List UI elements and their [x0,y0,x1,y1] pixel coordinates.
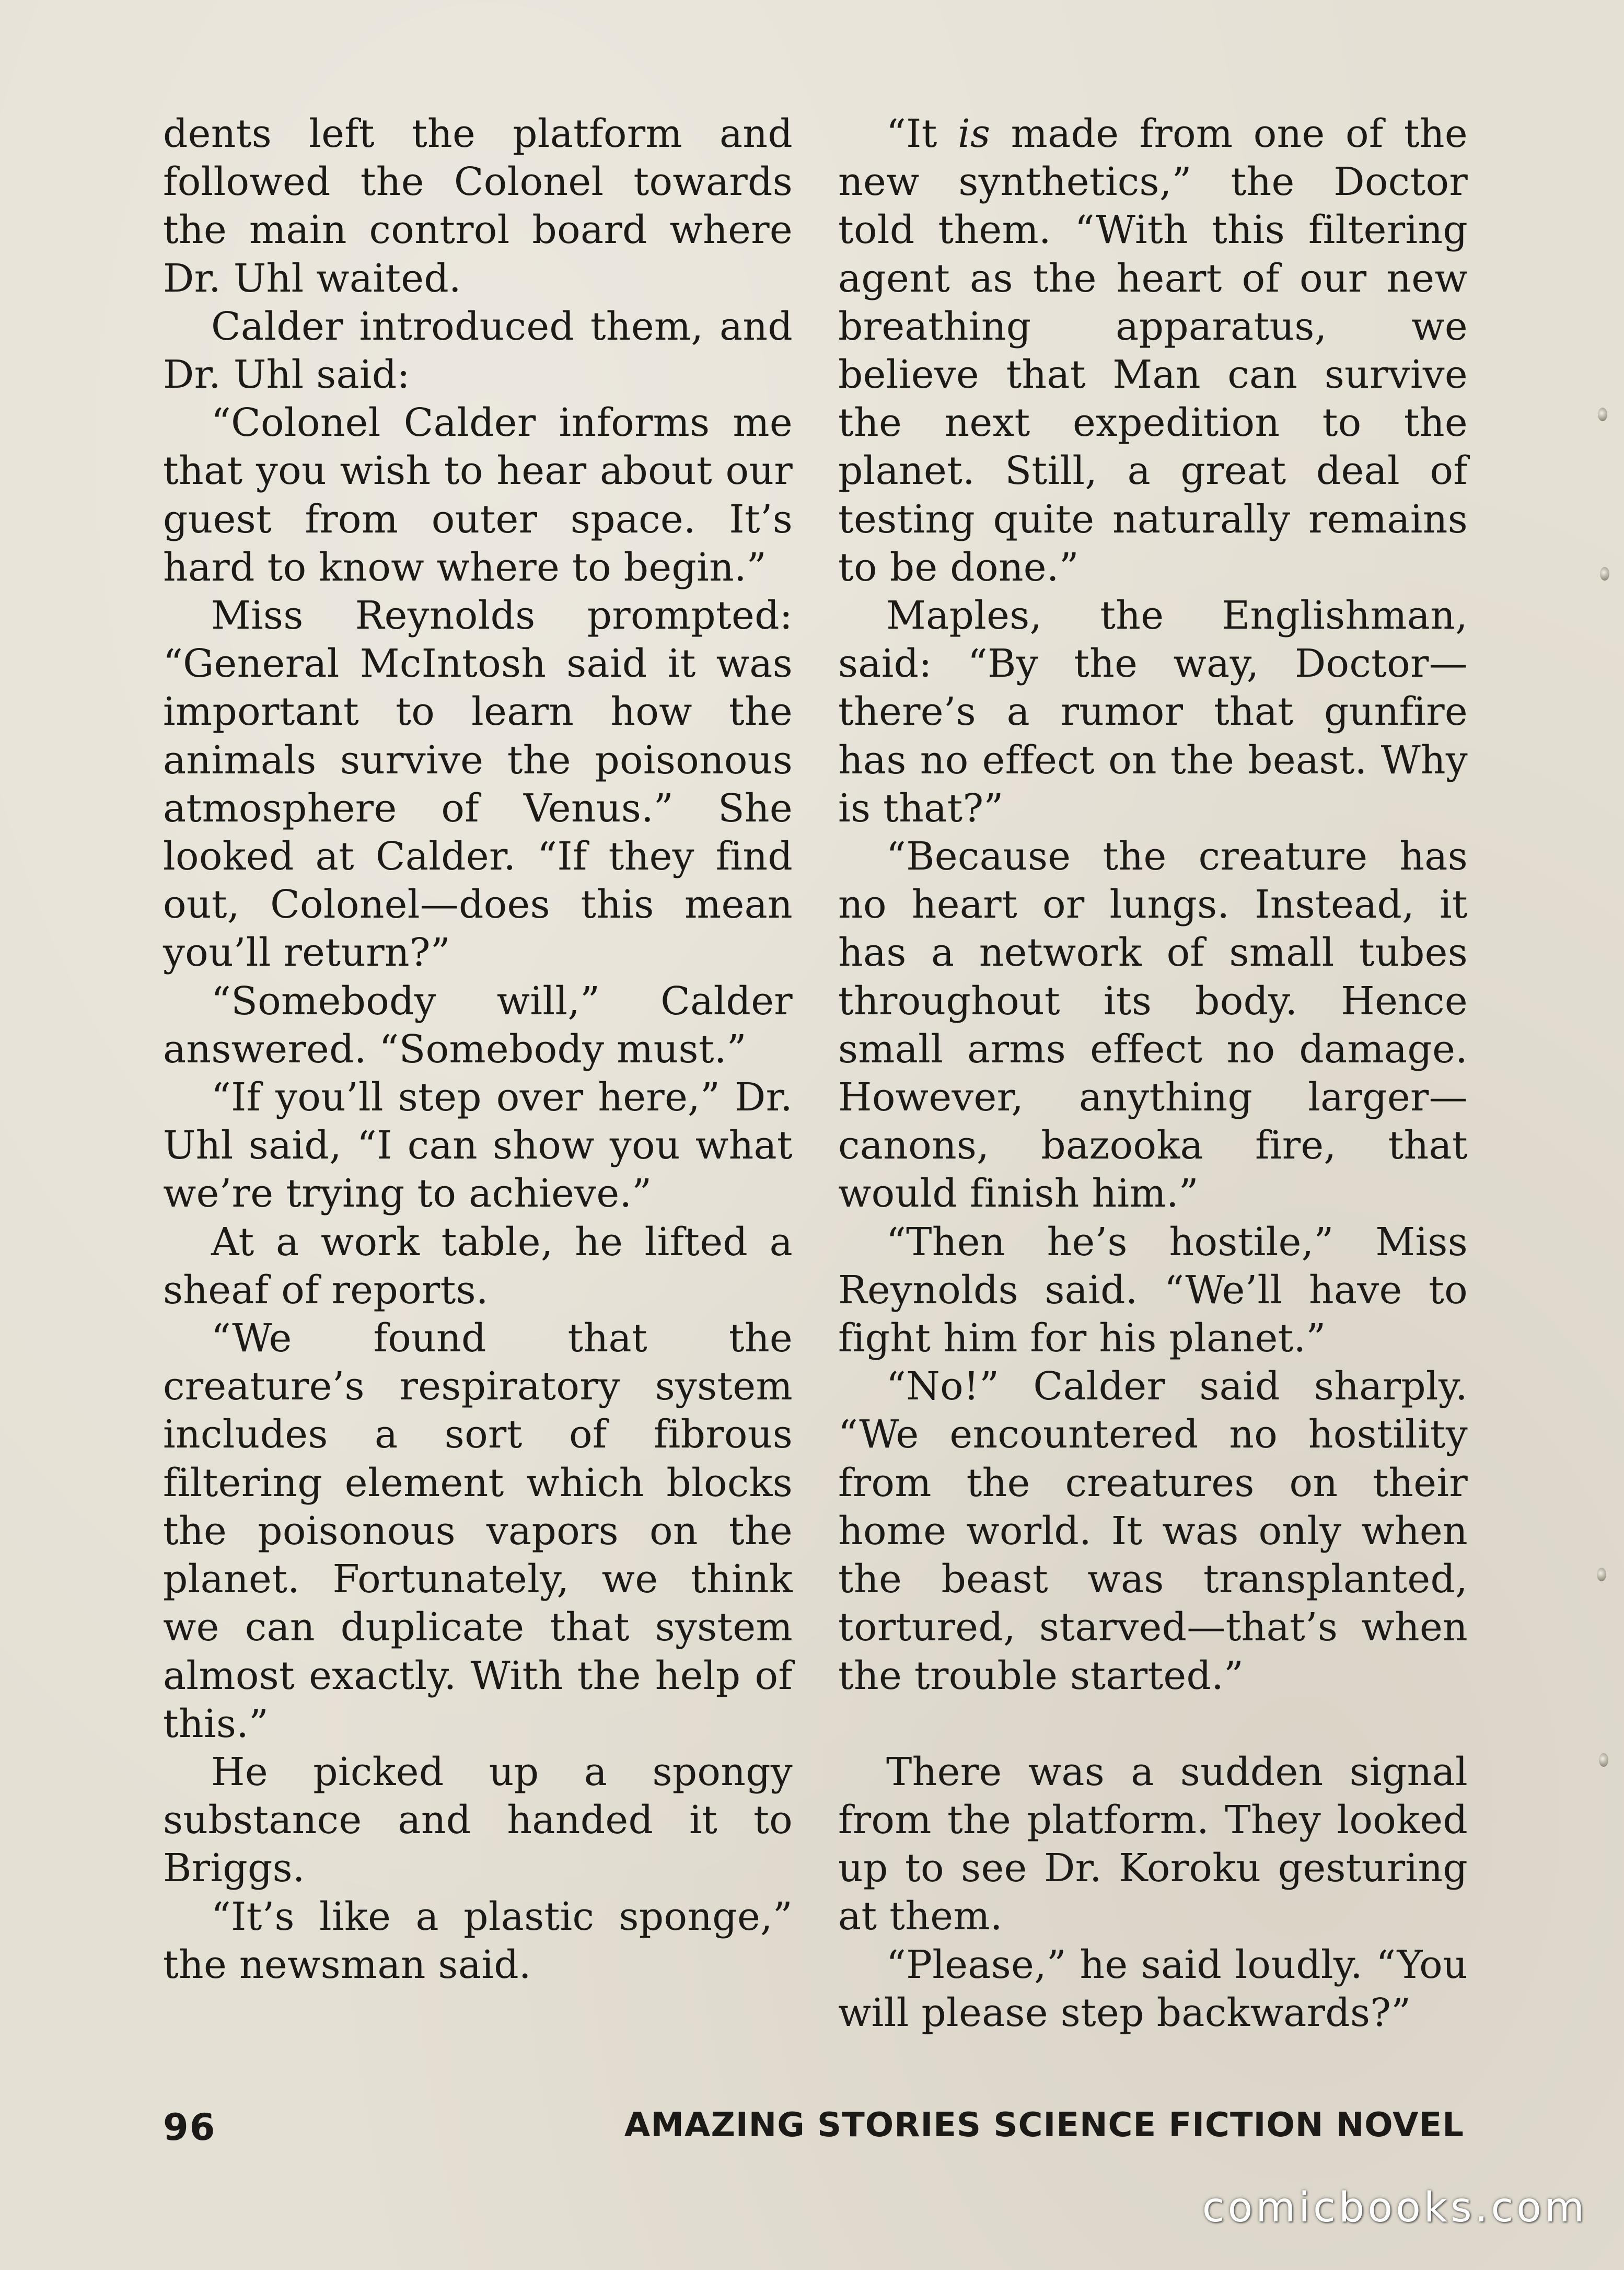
paragraph: “Somebody will,” Calder answered. “Somebody must.” [163,978,793,1072]
binding-hole-icon [1599,1753,1608,1767]
paragraph: Miss Reynolds prompted: “General McIntosh said it was important to learn how the animals survive the poisonous atmosphere of Venus.” She looked at Calder. “If they find out, Colonel—does this mean you’ll return?” [163,593,793,976]
paragraph: “Because the creature has no heart or lungs. Instead, it has a network of small tubes throughout its body. Hence small arms effect no damage. However, anything larger—canons, bazooka fire, that would finish him.” [838,834,1468,1217]
paragraph: Calder introduced them, and Dr. Uhl said: [163,304,793,398]
paragraph: There was a sudden signal from the platform. They looked up to see Dr. Koroku gesturing at them. [838,1749,1468,1939]
paragraph: “No!” Calder said sharply. “We encountered no hostility from the creatures on their home world. It was only when the beast was transplanted, tortured, starved—that’s when the trouble started.” [838,1364,1468,1698]
left-text-column [163,110,793,1989]
binding-hole-icon [1597,1568,1606,1581]
paragraph: “It is made from one of the new synthetics,” the Doctor told them. “With this filtering agent as the heart of our new breathing apparatus, we believe that Man can survive the next expedition to the planet. Still, a great deal of testing quite naturally remains to be done.” [838,111,1468,590]
paragraph: “Colonel Calder informs me that you wish to hear about our guest from outer space. It’s hard to know where to begin.” [163,400,793,590]
paragraph: dents left the platform and followed the Colonel towards the main control board where Dr. Uhl waited. [163,111,793,301]
paragraph: “We found that the creature’s respiratory system includes a sort of fibrous filtering element which blocks the poisonous vapors on the planet. Fortunately, we think we can duplicate that system almost exactly. With the help of this.” [163,1316,793,1746]
paragraph: “It’s like a plastic sponge,” the newsman said. [163,1894,793,1987]
paragraph: At a work table, he lifted a sheaf of reports. [163,1219,793,1313]
binding-hole-icon [1598,408,1607,421]
page-footer [163,2106,1464,2158]
paragraph: “If you’ll step over here,” Dr. Uhl said, “I can show you what we’re trying to achieve.” [163,1075,793,1217]
paragraph: “Please,” he said loudly. “You will please step backwards?” [838,1942,1468,2035]
paragraph: Maples, the Englishman, said: “By the way, Doctor—there’s a rumor that gunfire has no effect on the beast. Why is that?” [838,593,1468,831]
page-number: 96 [163,2106,216,2149]
running-title: AMAZING STORIES SCIENCE FICTION NOVEL [624,2106,1464,2145]
section-break [838,1700,1468,1748]
binding-hole-icon [1600,567,1609,581]
watermark: comicbooks.com [1202,2184,1587,2231]
paragraph: He picked up a spongy substance and handed it to Briggs. [163,1749,793,1891]
right-text-column [838,110,1468,2037]
paragraph: “Then he’s hostile,” Miss Reynolds said. “We’ll have to fight him for his planet.” [838,1219,1468,1361]
